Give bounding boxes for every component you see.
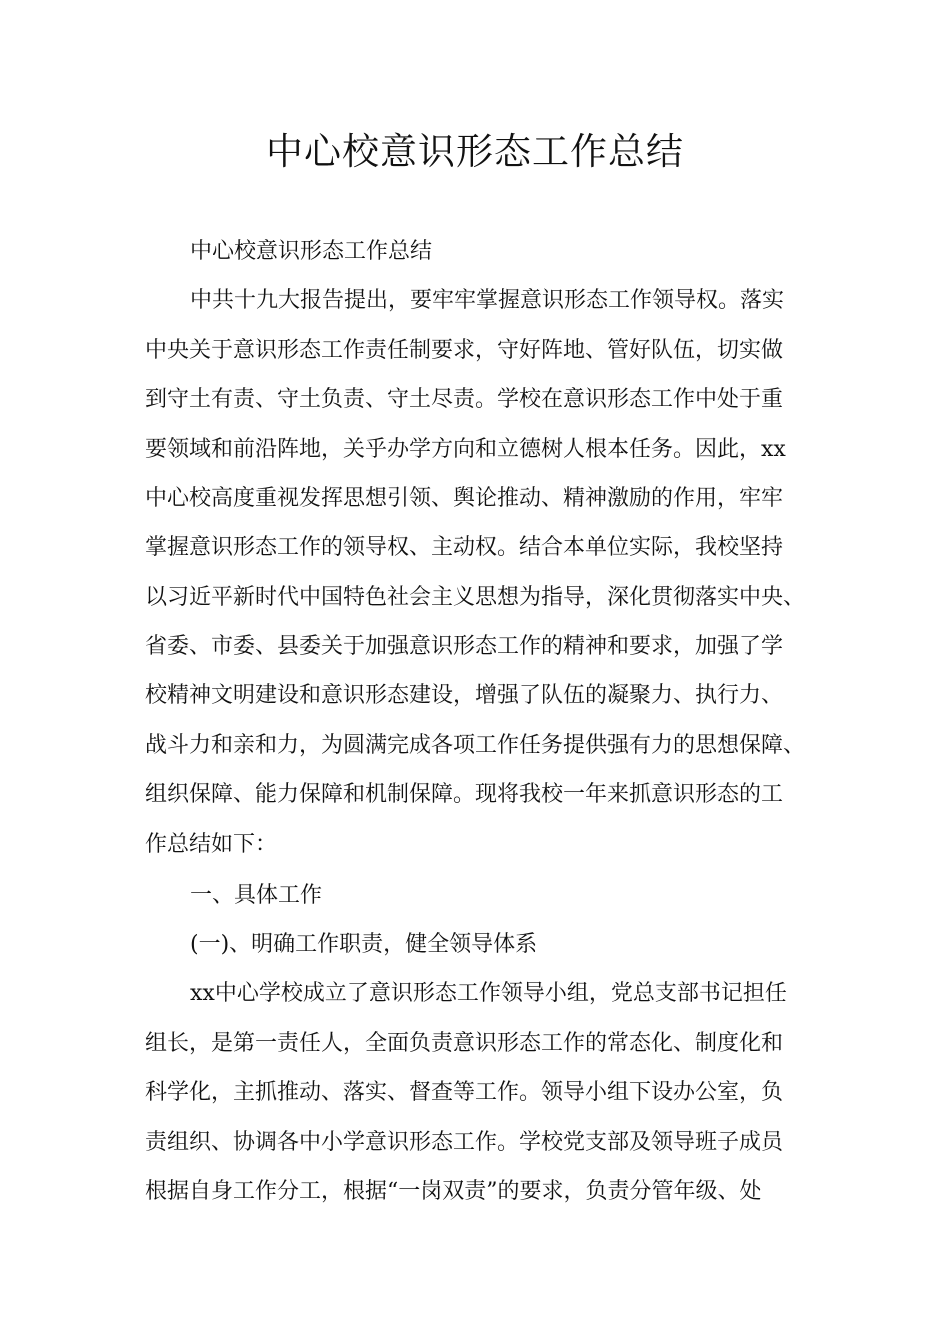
paragraph-line: 科学化，主抓推动、落实、督查等工作。领导小组下设办公室，负 bbox=[145, 1080, 784, 1105]
paragraph-line: 中共十九大报告提出，要牢牢掌握意识形态工作领导权。落实 bbox=[190, 288, 785, 313]
paragraph-line: 中心校高度重视发挥思想引领、舆论推动、精神激励的作用，牢牢 bbox=[145, 486, 784, 511]
paragraph-line: 组织保障、能力保障和机制保障。现将我校一年来抓意识形态的工 bbox=[145, 782, 784, 807]
document-title: 中心校意识形态工作总结 bbox=[266, 130, 684, 173]
section-heading: 一、具体工作 bbox=[190, 883, 323, 908]
subsection-heading: (一)、明确工作职责，健全领导体系 bbox=[190, 932, 538, 957]
paragraph-line: 责组织、协调各中小学意识形态工作。学校党支部及领导班子成员 bbox=[145, 1130, 784, 1155]
paragraph-line: 根据自身工作分工，根据“一岗双责”的要求，负责分管年级、处 bbox=[145, 1179, 762, 1204]
paragraph-line: 作总结如下： bbox=[145, 832, 278, 857]
paragraph-line: 校精神文明建设和意识形态建设，增强了队伍的凝聚力、执行力、 bbox=[145, 683, 784, 708]
paragraph-line: 以习近平新时代中国特色社会主义思想为指导，深化贯彻落实中央、 bbox=[145, 585, 806, 610]
paragraph-line: 省委、市委、县委关于加强意识形态工作的精神和要求，加强了学 bbox=[145, 634, 784, 659]
paragraph-line: 中央关于意识形态工作责任制要求，守好阵地、管好队伍，切实做 bbox=[145, 338, 784, 363]
paragraph-line: xx中心学校成立了意识形态工作领导小组，党总支部书记担任 bbox=[190, 981, 787, 1006]
paragraph-line: 战斗力和亲和力，为圆满完成各项工作任务提供强有力的思想保障、 bbox=[145, 733, 806, 758]
subtitle-line: 中心校意识形态工作总结 bbox=[190, 239, 433, 264]
paragraph-line: 要领域和前沿阵地，关乎办学方向和立德树人根本任务。因此，xx bbox=[145, 437, 786, 462]
paragraph-line: 到守土有责、守土负责、守土尽责。学校在意识形态工作中处于重 bbox=[145, 387, 784, 412]
paragraph-line: 组长，是第一责任人，全面负责意识形态工作的常态化、制度化和 bbox=[145, 1031, 784, 1056]
paragraph-line: 掌握意识形态工作的领导权、主动权。结合本单位实际，我校坚持 bbox=[145, 535, 784, 560]
